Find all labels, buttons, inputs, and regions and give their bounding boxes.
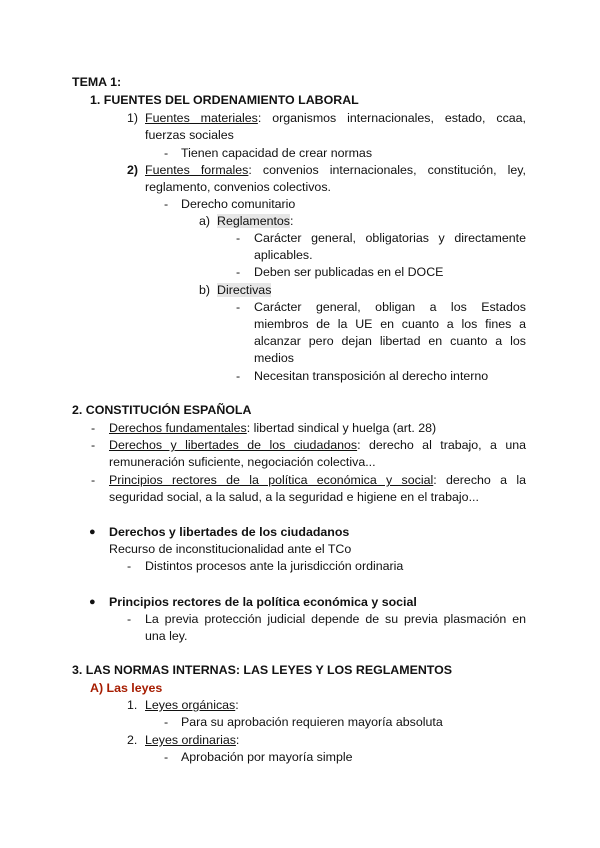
leyes-organicas-term: Leyes orgánicas <box>145 698 236 712</box>
derechos-fundamentales-term: Derechos fundamentales <box>109 421 247 435</box>
sub-a-number: a) <box>199 214 211 228</box>
bullet-2-sub-line-1: La previa protección judicial depende de su previa plasmación en <box>145 612 526 626</box>
reglamentos-term: Reglamentos <box>217 214 291 228</box>
principios-rectores-term: Principios rectores de la política económica y social <box>109 473 434 487</box>
derechos-libertades-term: Derechos y libertades de los ciudadanos <box>109 438 358 452</box>
fuentes-materiales-term: Fuentes materiales <box>145 111 258 125</box>
sub-a-colon: : <box>290 214 294 228</box>
bullet-2-title: Principios rectores de la política económica y social <box>109 595 417 609</box>
sub-a-point-2: Deben ser publicadas en el DOCE <box>254 265 444 279</box>
bullet-1-line: Recurso de inconstitucionalidad ante el TCo <box>109 542 352 556</box>
l2-colon: : <box>235 733 240 747</box>
leyes-organicas-sub: Para su aprobación requieren mayoría absoluta <box>181 715 443 729</box>
ley-1-number: 1. <box>127 698 138 712</box>
l1-colon: : <box>235 698 239 712</box>
item-1-sub: Tienen capacidad de crear normas <box>181 146 373 160</box>
item-1-text-a: : organismos internacionales, estado, ccaa, <box>257 111 527 125</box>
dash-marker: - <box>236 231 241 245</box>
doc-title: TEMA 1: <box>72 75 122 89</box>
bullet-marker: ● <box>89 596 96 608</box>
bullet-1-sub: Distintos procesos ante la jurisdicción ordinaria <box>145 559 404 573</box>
item-1-line-1 <box>145 110 526 127</box>
item-1-line-2: fuerzas sociales <box>145 128 234 142</box>
item-2-text-a: : convenios internacionales, constitución, ley, <box>248 163 526 177</box>
dash-marker: - <box>91 438 96 452</box>
dash-marker: - <box>127 559 132 573</box>
sub-b-heading <box>217 282 271 299</box>
bullet-2-sub-line-2: una ley. <box>145 629 188 643</box>
item-2-line-2: reglamento, convenios colectivos. <box>145 180 331 194</box>
ley-2-number: 2. <box>127 733 138 747</box>
sub-b-point-1-line-2: miembros de la UE en cuanto a los fines a <box>254 317 526 331</box>
leyes-ordinarias-heading <box>145 732 239 749</box>
derechos-libertades-line-2: remuneración suficiente, negociación colectiva... <box>109 455 376 469</box>
dash-marker: - <box>236 369 241 383</box>
dash-marker: - <box>164 750 169 764</box>
bullet-marker: ● <box>89 526 96 538</box>
item-1-number: 1) <box>127 111 139 125</box>
dash-marker: - <box>164 197 169 211</box>
dash-marker: - <box>236 265 241 279</box>
item-2-line-1 <box>145 162 526 179</box>
sub-b-point-2: Necesitan transposición al derecho interno <box>254 369 489 383</box>
directivas-term: Directivas <box>217 283 272 297</box>
leyes-ordinarias-term: Leyes ordinarias <box>145 733 236 747</box>
sub-a-heading <box>217 213 293 230</box>
d3-text-a: : derecho a la <box>433 473 526 487</box>
dash-marker: - <box>91 473 96 487</box>
dash-marker: - <box>127 612 132 626</box>
dash-marker: - <box>164 146 169 160</box>
bullet-1-title: Derechos y libertades de los ciudadanos <box>109 525 350 539</box>
dash-marker: - <box>236 300 241 314</box>
sub-b-point-1-line-1: Carácter general, obligan a los Estados <box>254 300 526 314</box>
sub-b-point-1-line-4: medios <box>254 351 294 365</box>
sub-b-number: b) <box>199 283 211 297</box>
section-3-heading: 3. LAS NORMAS INTERNAS: LAS LEYES Y LOS REGLAMENTOS <box>72 663 453 677</box>
derechos-libertades-line-1 <box>109 437 526 454</box>
fuentes-formales-term: Fuentes formales <box>145 163 249 177</box>
section-1-heading: 1. FUENTES DEL ORDENAMIENTO LABORAL <box>90 93 359 107</box>
leyes-organicas-heading <box>145 697 239 714</box>
dash-marker: - <box>91 421 96 435</box>
d1-text: : libertad sindical y huelga (art. 28) <box>246 421 437 435</box>
principios-rectores-line-1 <box>109 472 526 489</box>
principios-rectores-line-2: seguridad social, a la salud, a la seguridad e higiene en el trabajo... <box>109 490 479 504</box>
dash-marker: - <box>164 715 169 729</box>
d2-text-a: : derecho al trabajo, a una <box>357 438 527 452</box>
sub-b-point-1-line-3: alcanzar pero dejan libertad en cuanto a los <box>254 334 526 348</box>
leyes-ordinarias-sub: Aprobación por mayoría simple <box>181 750 353 764</box>
item-2-number: 2) <box>127 163 139 177</box>
derechos-fundamentales-line <box>109 420 436 437</box>
sub-a-point-1-line-1: Carácter general, obligatorias y directamente <box>254 231 526 245</box>
subsection-a-heading: A) Las leyes <box>90 681 163 695</box>
item-2-sub: Derecho comunitario <box>181 197 296 211</box>
section-2-heading: 2. CONSTITUCIÓN ESPAÑOLA <box>72 403 252 417</box>
sub-a-point-1-line-2: aplicables. <box>254 248 313 262</box>
